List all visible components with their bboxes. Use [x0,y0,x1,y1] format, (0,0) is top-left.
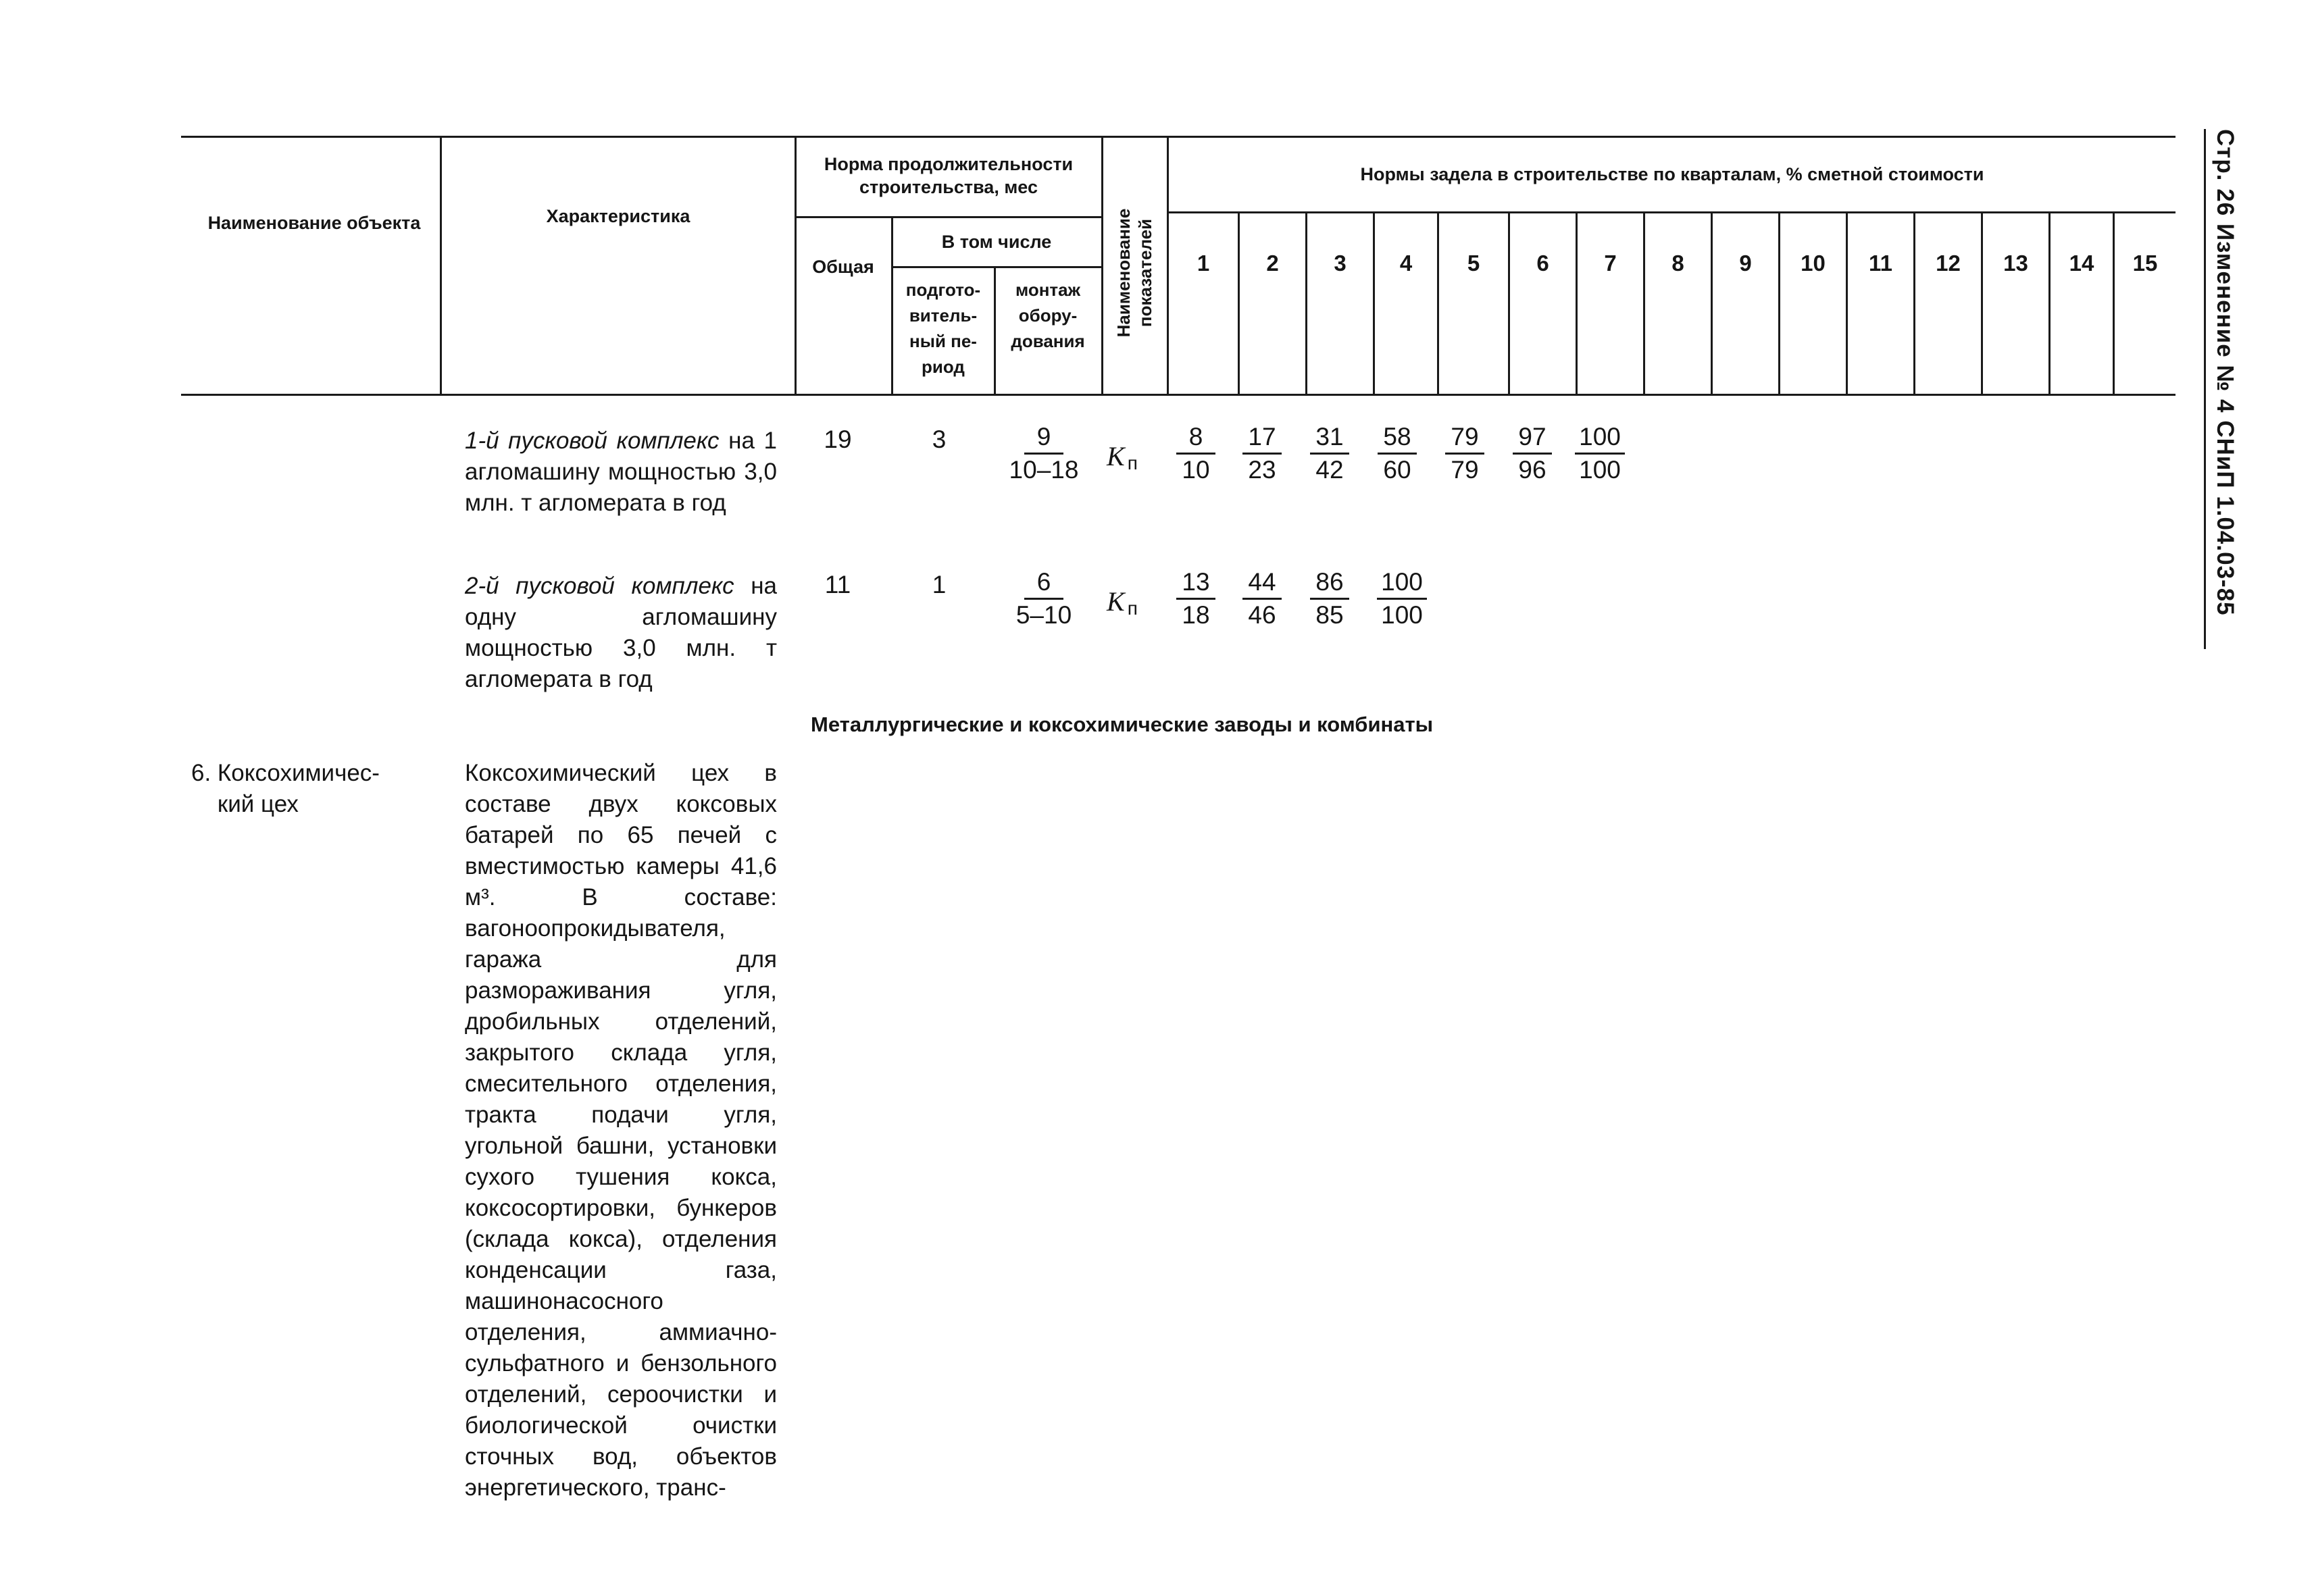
row-2-text: на одну агломашину мощностью 3,0 млн. т агломерата в год [465,573,777,692]
row-1-q5 [1428,421,1502,486]
header-col-total: Общая [812,257,874,277]
row-2-mount-fraction [997,567,1091,631]
quarter-number: 10 [1801,251,1826,276]
header-bottom-rule [181,394,2175,396]
fraction-denominator: 5–10 [1015,601,1072,629]
section-title: Металлургические и коксохимические заводы и комбинаты [811,713,1434,736]
quarter-number: 9 [1739,251,1752,276]
indicator-symbol: K [1107,441,1125,471]
fraction-denominator: 46 [1248,601,1276,629]
row-1-q3 [1292,421,1367,486]
row-1-text: на 1 агломашину мощностью 3,0 млн. т агломерата в год [465,428,777,516]
fraction-numerator: 100 [1575,421,1625,455]
header-col-backlog: Нормы задела в строительстве по кварталам, % сметной стоимости [1360,164,1984,184]
table-top-rule [181,136,2175,138]
quarter-number: 6 [1536,251,1549,276]
row-2-q4 [1365,567,1439,631]
fraction-denominator: 18 [1182,601,1210,629]
quarter-number: 13 [2003,251,2028,276]
row-1-total: 19 [824,426,852,453]
row-1-indicator [1107,440,1138,474]
fraction-numerator: 44 [1242,567,1282,600]
fraction-denominator: 85 [1315,601,1344,629]
duration-sub-rule [795,216,1101,218]
fraction-numerator: 9 [1024,421,1063,455]
row-1-description [465,426,777,519]
header-col-incl: В том числе [941,232,1052,252]
fraction-numerator: 31 [1310,421,1349,455]
quarter-number: 5 [1467,251,1480,276]
row-1-q4 [1360,421,1434,486]
row-2-title: 2-й пусковой комплекс [465,573,734,599]
quarter-number: 1 [1197,251,1210,276]
fraction-numerator: 58 [1378,421,1417,455]
quarter-number: 15 [2132,251,2158,276]
quarter-number: 4 [1399,251,1413,276]
fraction-denominator: 23 [1248,456,1276,484]
fraction-denominator: 42 [1315,456,1344,484]
row-2-total: 11 [824,571,851,598]
row-2-prep: 1 [932,571,947,598]
fraction-numerator: 17 [1242,421,1282,455]
fraction-numerator: 13 [1176,567,1215,600]
row-1-q7 [1563,421,1637,486]
quarter-number: 14 [2069,251,2094,276]
row-2-description [465,571,777,695]
fraction-denominator: 60 [1383,456,1411,484]
indicator-subscript: п [1127,598,1138,619]
fraction-denominator: 100 [1579,456,1621,484]
header-col-mount: монтаж обору- дования [1011,280,1085,351]
fraction-denominator: 100 [1381,601,1423,629]
header-col-prep: подгото- витель- ный пе- риод [905,280,981,377]
fraction-denominator: 10–18 [1009,456,1079,484]
fraction-numerator: 97 [1513,421,1552,455]
col-divider [440,136,442,395]
item-6-description: Коксохимический цех в составе двух коксовых батарей по 65 печей с вместимостью камеры 41,6 м³. В составе: вагоноопрокидывателя, гаража для размораживания угля, дробильных отделений, закрытого склада угля, смесительного отделения, тракта подачи угля, угольной башни, установки сухого тушения кокса, коксосортировки, бункеров (склада кокса), отделения конденсации газа, машинонасосного отделения, аммиачно-сульфатного и бензольного отделений, сероочистки и биологической очистки сточных вод, объектов энергетического, транс- [465,760,777,1501]
fraction-numerator: 100 [1377,567,1427,600]
row-1-title: 1-й пусковой комплекс [465,428,720,454]
header-col-characteristic: Характеристика [546,206,690,226]
incl-sub-rule [891,266,1101,268]
row-1-q2 [1225,421,1299,486]
item-6-name: 6. Коксохимичес- кий цех [191,760,380,817]
row-2-q2 [1225,567,1299,631]
row-2-q1 [1159,567,1233,631]
side-caption: Стр. 26 Изменение № 4 СНиП 1.04.03-85 [2212,129,2238,616]
quarter-number: 7 [1604,251,1617,276]
fraction-denominator: 79 [1451,456,1479,484]
quarter-number: 2 [1266,251,1279,276]
side-caption-rule [2204,129,2206,649]
quarter-number: 8 [1671,251,1684,276]
fraction-numerator: 86 [1310,567,1349,600]
row-1-q6 [1495,421,1569,486]
fraction-denominator: 10 [1182,456,1210,484]
row-2-indicator [1107,586,1138,619]
col-divider [1101,136,1103,395]
header-col-name: Наименование объекта [207,213,421,233]
fraction-numerator: 6 [1024,567,1063,600]
quarters-sub-rule [1167,211,2175,213]
fraction-numerator: 79 [1445,421,1484,455]
row-1-prep: 3 [932,426,947,453]
fraction-numerator: 8 [1176,421,1215,455]
indicator-subscript: п [1127,453,1138,473]
row-1-mount-fraction [997,421,1091,486]
col-divider [795,136,797,395]
row-1-q1 [1159,421,1233,486]
header-col-indicator: Наименование показателей [1113,208,1155,338]
quarter-number: 11 [1869,251,1892,276]
header-col-norm-duration: Норма продолжительности строительства, мес [824,154,1074,197]
quarter-number: 3 [1334,251,1347,276]
fraction-denominator: 96 [1518,456,1546,484]
indicator-symbol: K [1107,586,1125,617]
row-2-q3 [1292,567,1367,631]
quarter-number: 12 [1936,251,1961,276]
